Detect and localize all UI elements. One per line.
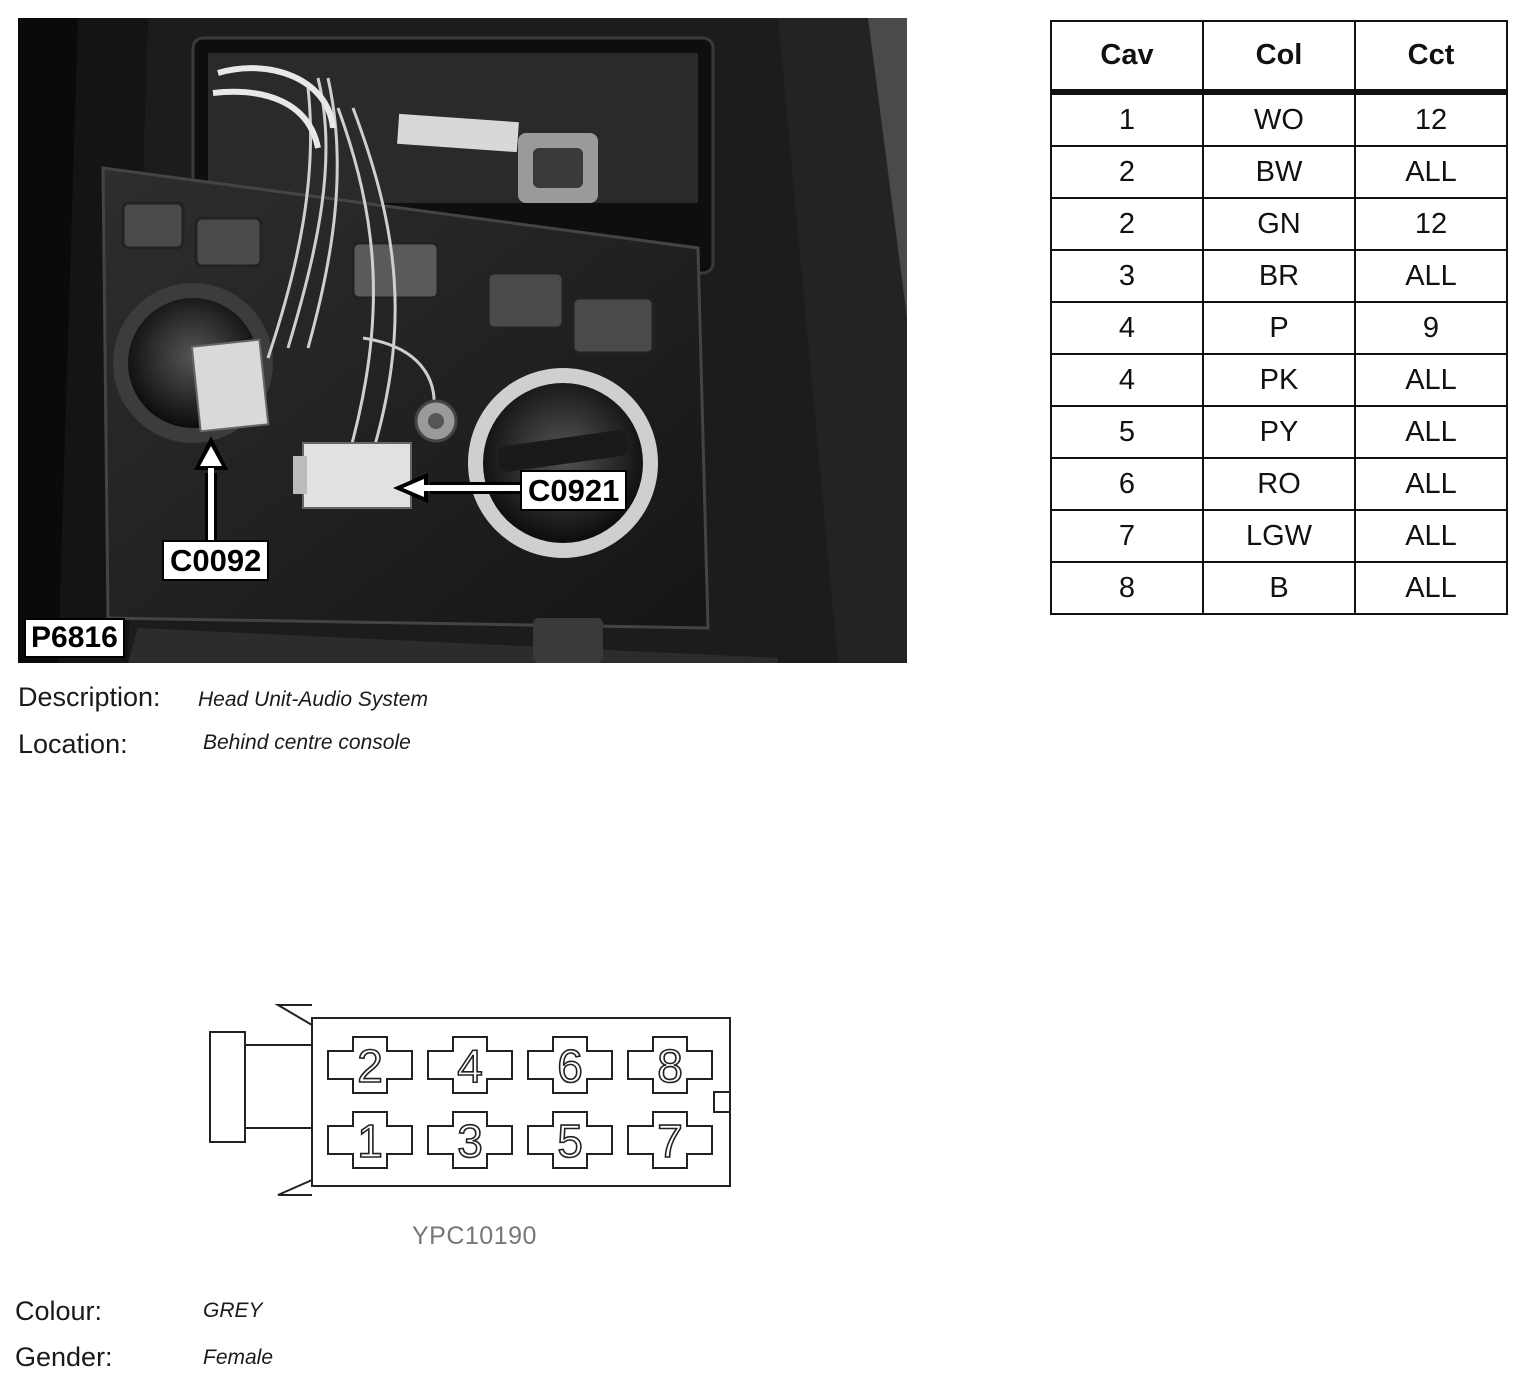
cavity-cell: 4 — [1051, 354, 1203, 406]
colour-cell: P — [1203, 302, 1355, 354]
table-row — [1051, 146, 1507, 198]
colour-cell: BR — [1203, 250, 1355, 302]
colour-value: GREY — [203, 1299, 263, 1322]
circuit-cell: 9 — [1355, 302, 1507, 354]
cavity-cell: 7 — [1051, 510, 1203, 562]
circuit-cell: ALL — [1355, 406, 1507, 458]
polarising-ear-top — [278, 1005, 312, 1025]
circuit-cell: ALL — [1355, 458, 1507, 510]
description-value: Head Unit-Audio System — [198, 688, 428, 711]
cavity-cell: 4 — [1051, 302, 1203, 354]
colour-cell: PY — [1203, 406, 1355, 458]
cavity-number: 1 — [357, 1115, 383, 1167]
part-number: YPC10190 — [412, 1222, 537, 1250]
cavity-number: 6 — [557, 1040, 583, 1092]
gender-value: Female — [203, 1346, 274, 1369]
cavity-number: 2 — [357, 1040, 383, 1092]
header-cavity: Cav — [1051, 21, 1203, 92]
table-row — [1051, 302, 1507, 354]
circuit-cell: ALL — [1355, 354, 1507, 406]
pinout-table — [1050, 20, 1508, 615]
header-circuit: Cct — [1355, 21, 1507, 92]
connector-location-photo — [18, 18, 907, 663]
cavity-cell: 1 — [1051, 92, 1203, 146]
pinout-table-header — [1051, 21, 1507, 92]
c0921-callout-label: C0921 — [520, 470, 627, 511]
colour-label: Colour: — [15, 1296, 103, 1326]
cavity-number: 3 — [457, 1115, 483, 1167]
circuit-cell: ALL — [1355, 562, 1507, 614]
circuit-cell: ALL — [1355, 146, 1507, 198]
colour-cell: PK — [1203, 354, 1355, 406]
cavity-cell: 2 — [1051, 146, 1203, 198]
cavity-group — [328, 1037, 712, 1168]
colour-cell: GN — [1203, 198, 1355, 250]
connector-face-diagram — [200, 1000, 740, 1200]
circuit-cell: 12 — [1355, 92, 1507, 146]
colour-cell: RO — [1203, 458, 1355, 510]
circuit-cell: ALL — [1355, 510, 1507, 562]
table-row — [1051, 92, 1507, 146]
c0092-callout-label: C0092 — [162, 540, 269, 581]
polarising-ear-bottom — [278, 1180, 312, 1195]
header-colour: Col — [1203, 21, 1355, 92]
table-row — [1051, 354, 1507, 406]
table-row — [1051, 406, 1507, 458]
location-label: Location: — [18, 729, 128, 759]
gender-label: Gender: — [15, 1342, 113, 1372]
cavity-number: 8 — [657, 1040, 683, 1092]
circuit-cell: ALL — [1355, 250, 1507, 302]
dashboard-photo-illustration — [18, 18, 907, 663]
table-row — [1051, 250, 1507, 302]
colour-cell: LGW — [1203, 510, 1355, 562]
cavity-number: 7 — [657, 1115, 683, 1167]
table-row — [1051, 510, 1507, 562]
cavity-cell: 6 — [1051, 458, 1203, 510]
pinout-table-body — [1051, 92, 1507, 614]
colour-cell: BW — [1203, 146, 1355, 198]
cavity-number: 4 — [457, 1040, 483, 1092]
table-row — [1051, 562, 1507, 614]
cavity-number: 5 — [557, 1115, 583, 1167]
cavity-cell: 8 — [1051, 562, 1203, 614]
latch-tab — [210, 1032, 245, 1142]
cavity-cell: 3 — [1051, 250, 1203, 302]
latch-arm — [245, 1045, 312, 1128]
key-notch — [714, 1092, 730, 1112]
table-row — [1051, 458, 1507, 510]
colour-cell: WO — [1203, 92, 1355, 146]
photo-reference-label: P6816 — [24, 618, 125, 658]
colour-cell: B — [1203, 562, 1355, 614]
description-label: Description: — [18, 682, 161, 712]
table-row — [1051, 198, 1507, 250]
cavity-cell: 5 — [1051, 406, 1203, 458]
location-value: Behind centre console — [203, 731, 411, 754]
cavity-cell: 2 — [1051, 198, 1203, 250]
circuit-cell: 12 — [1355, 198, 1507, 250]
pinout-header-row — [1051, 21, 1507, 92]
